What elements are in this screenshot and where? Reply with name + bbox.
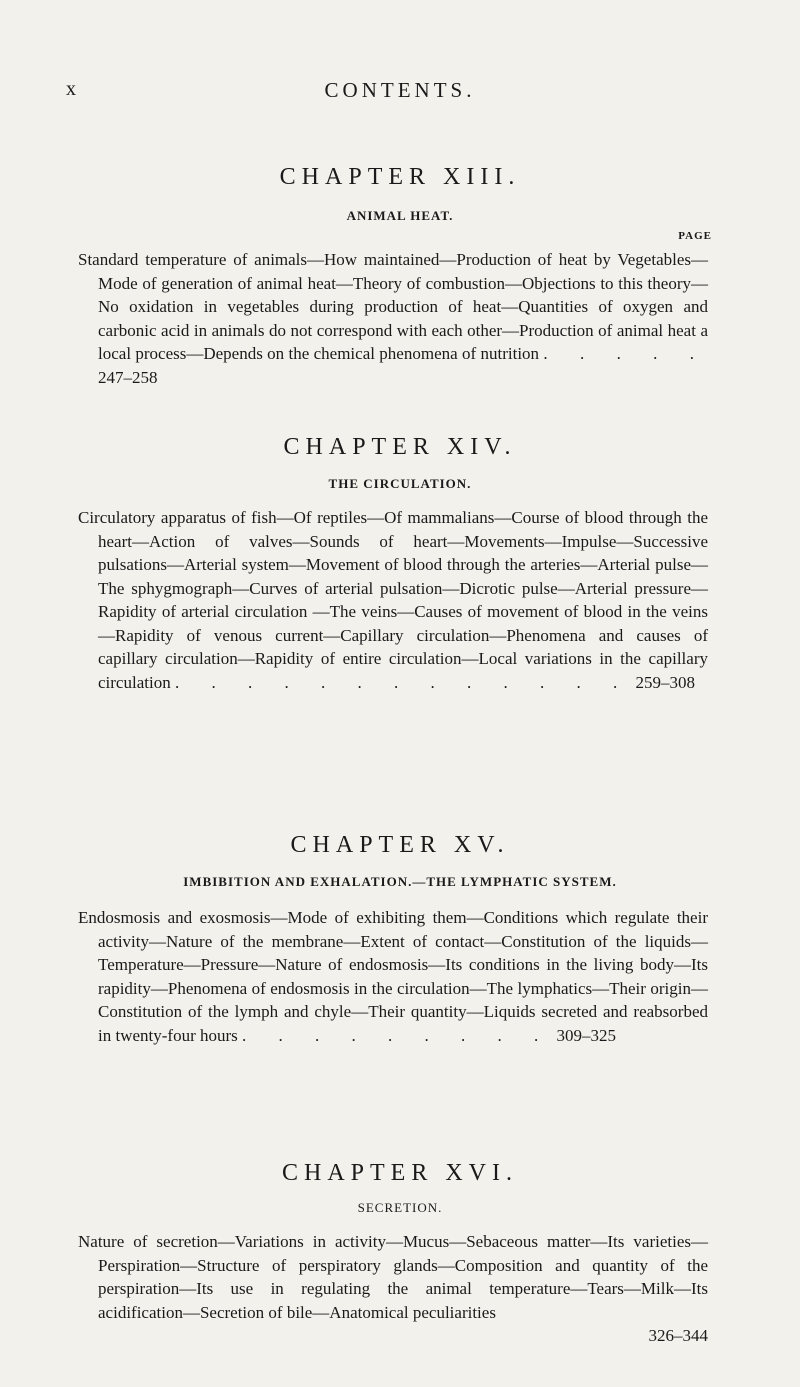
- chapter-title: CHAPTER XV.: [290, 832, 510, 858]
- chapter-subtitle: SECRETION.: [357, 1200, 443, 1215]
- dot-leader: . . . . .: [543, 344, 709, 363]
- running-head: [0, 78, 800, 108]
- chapter-xiv: [0, 432, 800, 694]
- chapter-xvi: [0, 1158, 800, 1348]
- summary-text: Standard temperature of animals—How maintained—Production of heat by Vegetables—Mode of generation of animal heat—Theory of combustion—Objections to this theory—No oxidation in vegetables during production of heat—Quantities of oxygen and carbonic acid in animals do not correspond with each other—Production of animal heat a local process—Depends on the chemical phenomena of nutrition: [78, 250, 708, 363]
- chapter-xv: [0, 830, 800, 1047]
- page-folio: x: [66, 78, 77, 100]
- dot-leader: . . . . . . . . . . . . .: [174, 672, 632, 692]
- running-head-title: CONTENTS.: [324, 78, 476, 102]
- summary-text: Nature of secretion—Variations in activity—Mucus—Sebaceous matter—Its varieties—Perspiration—Structure of perspiratory glands—Composition and quantity of the perspiration—Its use in regulating the animal temperature—Tears—Milk—Its acidification—Secretion of bile—Anatomical peculiarities: [78, 1232, 708, 1322]
- summary-text: Endosmosis and exosmosis—Mode of exhibiting them—Conditions which regulate their activity—Nature of the membrane—Extent of contact—Constitution of the liquids—Temperature—Pressure—Nature of endosmosis—Its conditions in the living body—Its rapidity—Phenomena of endosmosis in the circulation—The lymphatics—Their origin—Constitution of the lymph and chyle—Their quantity—Liquids secreted and reabsorbed in twenty-four hours: [78, 908, 708, 1045]
- dot-leader: . . . . . . . . .: [242, 1025, 553, 1045]
- chapter-title: CHAPTER XVI.: [281, 1160, 518, 1186]
- chapter-summary: [0, 1230, 800, 1324]
- chapter-subtitle: ANIMAL HEAT.: [346, 208, 454, 223]
- page-range: 326–344: [648, 1326, 708, 1345]
- chapter-summary: [0, 506, 800, 694]
- chapter-summary: [0, 248, 800, 389]
- chapter-subtitle: THE CIRCULATION.: [328, 476, 472, 491]
- chapter-title: CHAPTER XIV.: [283, 434, 517, 460]
- summary-text: Circulatory apparatus of fish—Of reptiles—Of mammalians—Course of blood through the heart—Action of valves—Sounds of heart—Movements—Impulse—Successive pulsations—Arterial system—Movement of blood through the arteries—Arterial pulse—The sphygmograph—Curves of arterial pulsation—Dicrotic pulse—Arterial pressure—Rapidity of arterial circulation —The veins—Causes of movement of blood in the veins—Rapidity of venous current—Capillary circulation—Phenomena and causes of capillary circulation—Rapidity of entire circulation—Local variations in the capillary circulation: [78, 508, 708, 692]
- page-range: 259–308: [635, 672, 695, 692]
- chapter-title: CHAPTER XIII.: [279, 164, 521, 190]
- chapter-xiii: [0, 162, 800, 389]
- page-range: 247–258: [98, 367, 158, 387]
- page-range: 309–325: [556, 1025, 617, 1045]
- page-column-label: PAGE: [678, 230, 712, 242]
- chapter-summary: [0, 906, 800, 1047]
- chapter-subtitle: IMBIBITION AND EXHALATION.—THE LYMPHATIC SYSTEM.: [183, 874, 617, 889]
